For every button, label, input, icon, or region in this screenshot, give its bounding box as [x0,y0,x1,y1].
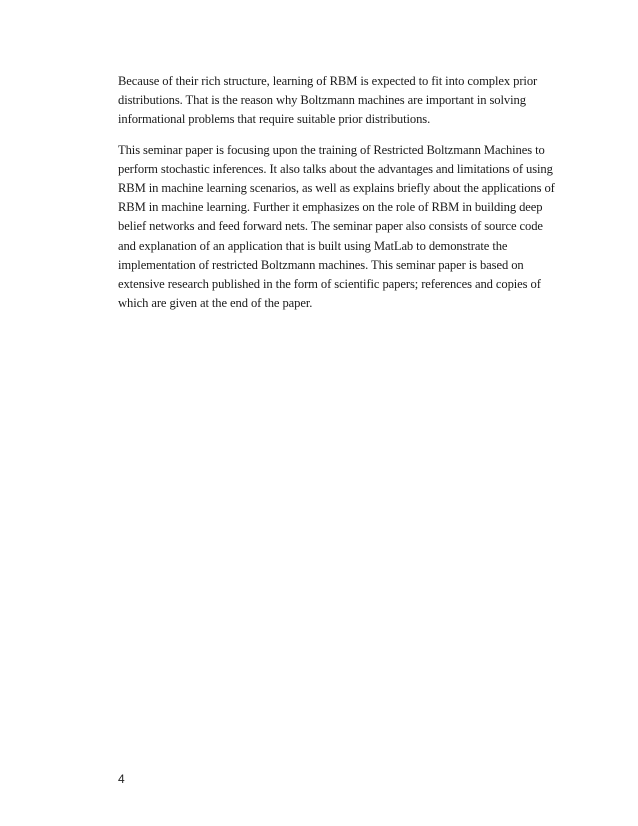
text-line: belief networks and feed forward nets. The seminar paper also consists of source code [118,219,543,234]
paragraph-seminar-overview [118,141,566,314]
paragraph-rbm-structure [118,72,566,130]
text-line: perform stochastic inferences. It also talks about the advantages and limitations of using [118,161,553,176]
body-text [118,72,566,324]
text-line: extensive research published in the form of scientific papers; references and copies of [118,277,541,292]
text-line: which are given at the end of the paper. [118,296,313,311]
page-number: 4 [118,772,125,786]
text-line: RBM in machine learning scenarios, as well as explains briefly about the applications of [118,181,555,196]
text-line: Because of their rich structure, learning of RBM is expected to fit into complex prior [118,74,538,88]
text-line: and explanation of an application that is built using MatLab to demonstrate the [118,238,508,253]
text-line: RBM in machine learning. Further it emphasizes on the role of RBM in building deep [118,200,543,215]
text-line: This seminar paper is focusing upon the training of Restricted Boltzmann Machines to [118,142,545,157]
text-line: distributions. That is the reason why Boltzmann machines are important in solving [118,93,526,108]
text-line: implementation of restricted Boltzmann machines. This seminar paper is based on [118,257,524,272]
text-line: informational problems that require suitable prior distributions. [118,112,431,127]
